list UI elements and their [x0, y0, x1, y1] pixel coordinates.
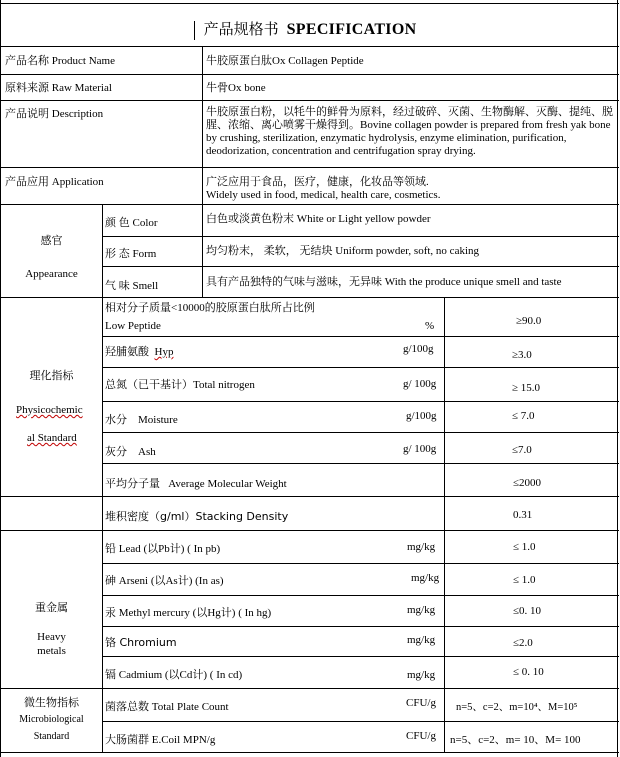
product-name-label: 产品名称 Product Name	[5, 55, 115, 67]
row-divider	[102, 595, 619, 596]
nitrogen-unit: g/ 100g	[403, 378, 437, 390]
product-name-value: 牛胶原蛋白肽Ox Collagen Peptide	[206, 55, 364, 67]
chromium-name: 铬 Chromium	[105, 636, 177, 649]
appearance-smell-value: 具有产品独特的气味与滋味，无异味 With the produce unique smell and taste	[206, 276, 562, 288]
row-divider	[102, 401, 619, 402]
row-divider	[102, 721, 619, 722]
row-divider	[1, 496, 619, 497]
mercury-name: 汞 Methyl mercury (以Hg计) ( In hg)	[105, 607, 272, 619]
col-divider	[444, 297, 445, 752]
appearance-color-name: 颜 色 Color	[105, 217, 158, 229]
heavy-metals-label-en-2: metals	[37, 645, 66, 657]
chromium-unit: mg/kg	[407, 634, 436, 646]
hyp-unit: g/100g	[403, 343, 434, 355]
title-en: SPECIFICATION	[286, 21, 417, 38]
appearance-form-value: 均匀粉末， 柔软， 无结块 Uniform powder, soft, no caking	[206, 245, 480, 257]
appearance-label-cn: 感官	[40, 235, 63, 247]
physicochemical-label-en-1: Physicochemic	[16, 404, 83, 416]
row-divider	[1, 688, 619, 689]
density-value: 0.31	[513, 509, 533, 521]
row-divider	[102, 432, 619, 433]
arsenic-value: ≤ 1.0	[513, 574, 536, 586]
appearance-form-name: 形 态 Form	[105, 248, 157, 260]
row-divider	[102, 236, 619, 237]
page-title	[1, 20, 619, 40]
row-divider	[1, 204, 619, 205]
mw-value: ≤2000	[513, 477, 542, 489]
row-divider	[102, 266, 619, 267]
cadmium-unit: mg/kg	[407, 669, 436, 681]
row-divider	[1, 752, 619, 753]
title-cn: 产品规格书	[203, 22, 279, 38]
row-divider	[102, 656, 619, 657]
col-divider	[102, 204, 103, 752]
row-divider	[1, 74, 619, 75]
row-divider	[1, 46, 619, 47]
row-divider	[1, 297, 619, 298]
row-divider	[1, 530, 619, 531]
micro-label-en-1: Microbiological	[19, 714, 84, 725]
row-divider	[102, 563, 619, 564]
ash-value: ≤7.0	[512, 444, 532, 456]
row-divider	[102, 336, 619, 337]
plate-count-name: 菌落总数 Total Plate Count	[105, 701, 229, 713]
appearance-smell-name: 气 味 Smell	[105, 280, 159, 292]
moisture-name-cn: 水分	[105, 414, 127, 426]
coliform-value: n=5、c=2、m= 10、M= 100	[450, 734, 581, 746]
chromium-value: ≤2.0	[513, 637, 533, 649]
hyp-value: ≥3.0	[512, 349, 532, 361]
row-divider	[1, 167, 619, 168]
micro-label-en-2: Standard	[33, 731, 70, 742]
ash-name-en: Ash	[138, 446, 156, 458]
coliform-unit: CFU/g	[406, 730, 436, 742]
col-divider	[202, 46, 203, 297]
cadmium-value: ≤ 0. 10	[513, 666, 544, 678]
micro-label-cn: 微生物指标	[24, 697, 79, 709]
moisture-name-en: Moisture	[138, 414, 178, 426]
appearance-label-en: Appearance	[25, 268, 78, 280]
description-value: 牛胶原蛋白粉，以牦牛的鲜骨为原料，经过破碎、灭菌、生物酶解、灭酶、提纯、脱腥、浓缩、离心喷雾干燥得到。Bovine collagen powder is prepared from fresh yak bone by crushing, sterilization, enzymatic hydrolysis, enzyme elimination, purification, deodorization, concentration and centrifugation spray drying.	[206, 106, 613, 157]
row-divider	[102, 626, 619, 627]
raw-material-value: 牛骨Ox bone	[206, 82, 266, 94]
low-peptide-name-cn: 相对分子质量<10000的胶原蛋白肽所占比例	[105, 302, 315, 314]
description-label: 产品说明 Description	[5, 108, 104, 120]
border-top	[1, 3, 619, 4]
row-divider	[102, 367, 619, 368]
lead-name: 铅 Lead (以Pb计) ( In pb)	[105, 543, 221, 555]
application-value-en: Widely used in food, medical, health care, cosmetics.	[206, 189, 441, 201]
low-peptide-unit: %	[425, 320, 435, 332]
lead-unit: mg/kg	[407, 541, 436, 553]
plate-count-unit: CFU/g	[406, 697, 436, 709]
ash-unit: g/ 100g	[403, 443, 437, 455]
row-divider	[102, 463, 619, 464]
raw-material-label: 原料来源 Raw Material	[5, 82, 112, 94]
nitrogen-name-cn: 总氮（已干基计）	[105, 379, 193, 391]
hyp-name-cn: 羟脯氨酸	[105, 346, 149, 358]
coliform-name: 大肠菌群 E.Coil MPN/g	[105, 734, 216, 746]
nitrogen-name-en: Total nitrogen	[193, 379, 255, 391]
mw-name-cn: 平均分子量	[105, 478, 160, 490]
mercury-value: ≤0. 10	[513, 605, 542, 617]
appearance-color-value: 白色或淡黄色粉末 White or Light yellow powder	[206, 213, 431, 225]
physicochemical-label-cn: 理化指标	[29, 370, 74, 382]
mw-name-en: Average Molecular Weight	[168, 478, 287, 490]
row-divider	[1, 100, 619, 101]
heavy-metals-label-cn: 重金属	[35, 602, 68, 614]
arsenic-unit: mg/kg	[411, 572, 440, 584]
arsenic-name: 砷 Arseni (以As计) (In as)	[105, 575, 224, 587]
mercury-unit: mg/kg	[407, 604, 436, 616]
density-name: 堆积密度（g/ml）Stacking Density	[105, 510, 289, 523]
moisture-unit: g/100g	[406, 410, 437, 422]
application-label: 产品应用 Application	[5, 176, 104, 188]
hyp-name-en: Hyp	[154, 346, 174, 358]
plate-count-value: n=5、c=2、m=10⁴、M=10⁵	[456, 702, 578, 713]
ash-name-cn: 灰分	[105, 446, 127, 458]
nitrogen-value: ≥ 15.0	[512, 382, 541, 394]
application-value-cn: 广泛应用于食品，医疗，健康，化妆品等领域.	[206, 176, 429, 188]
physicochemical-label-en-2: al Standard	[27, 432, 77, 444]
cadmium-name: 镉 Cadmium (以Cd计) ( In cd)	[105, 669, 243, 681]
low-peptide-value: ≥90.0	[516, 315, 542, 327]
heavy-metals-label-en-1: Heavy	[37, 631, 66, 643]
moisture-value: ≤ 7.0	[512, 410, 535, 422]
low-peptide-name-en: Low Peptide	[105, 320, 161, 332]
lead-value: ≤ 1.0	[513, 541, 536, 553]
